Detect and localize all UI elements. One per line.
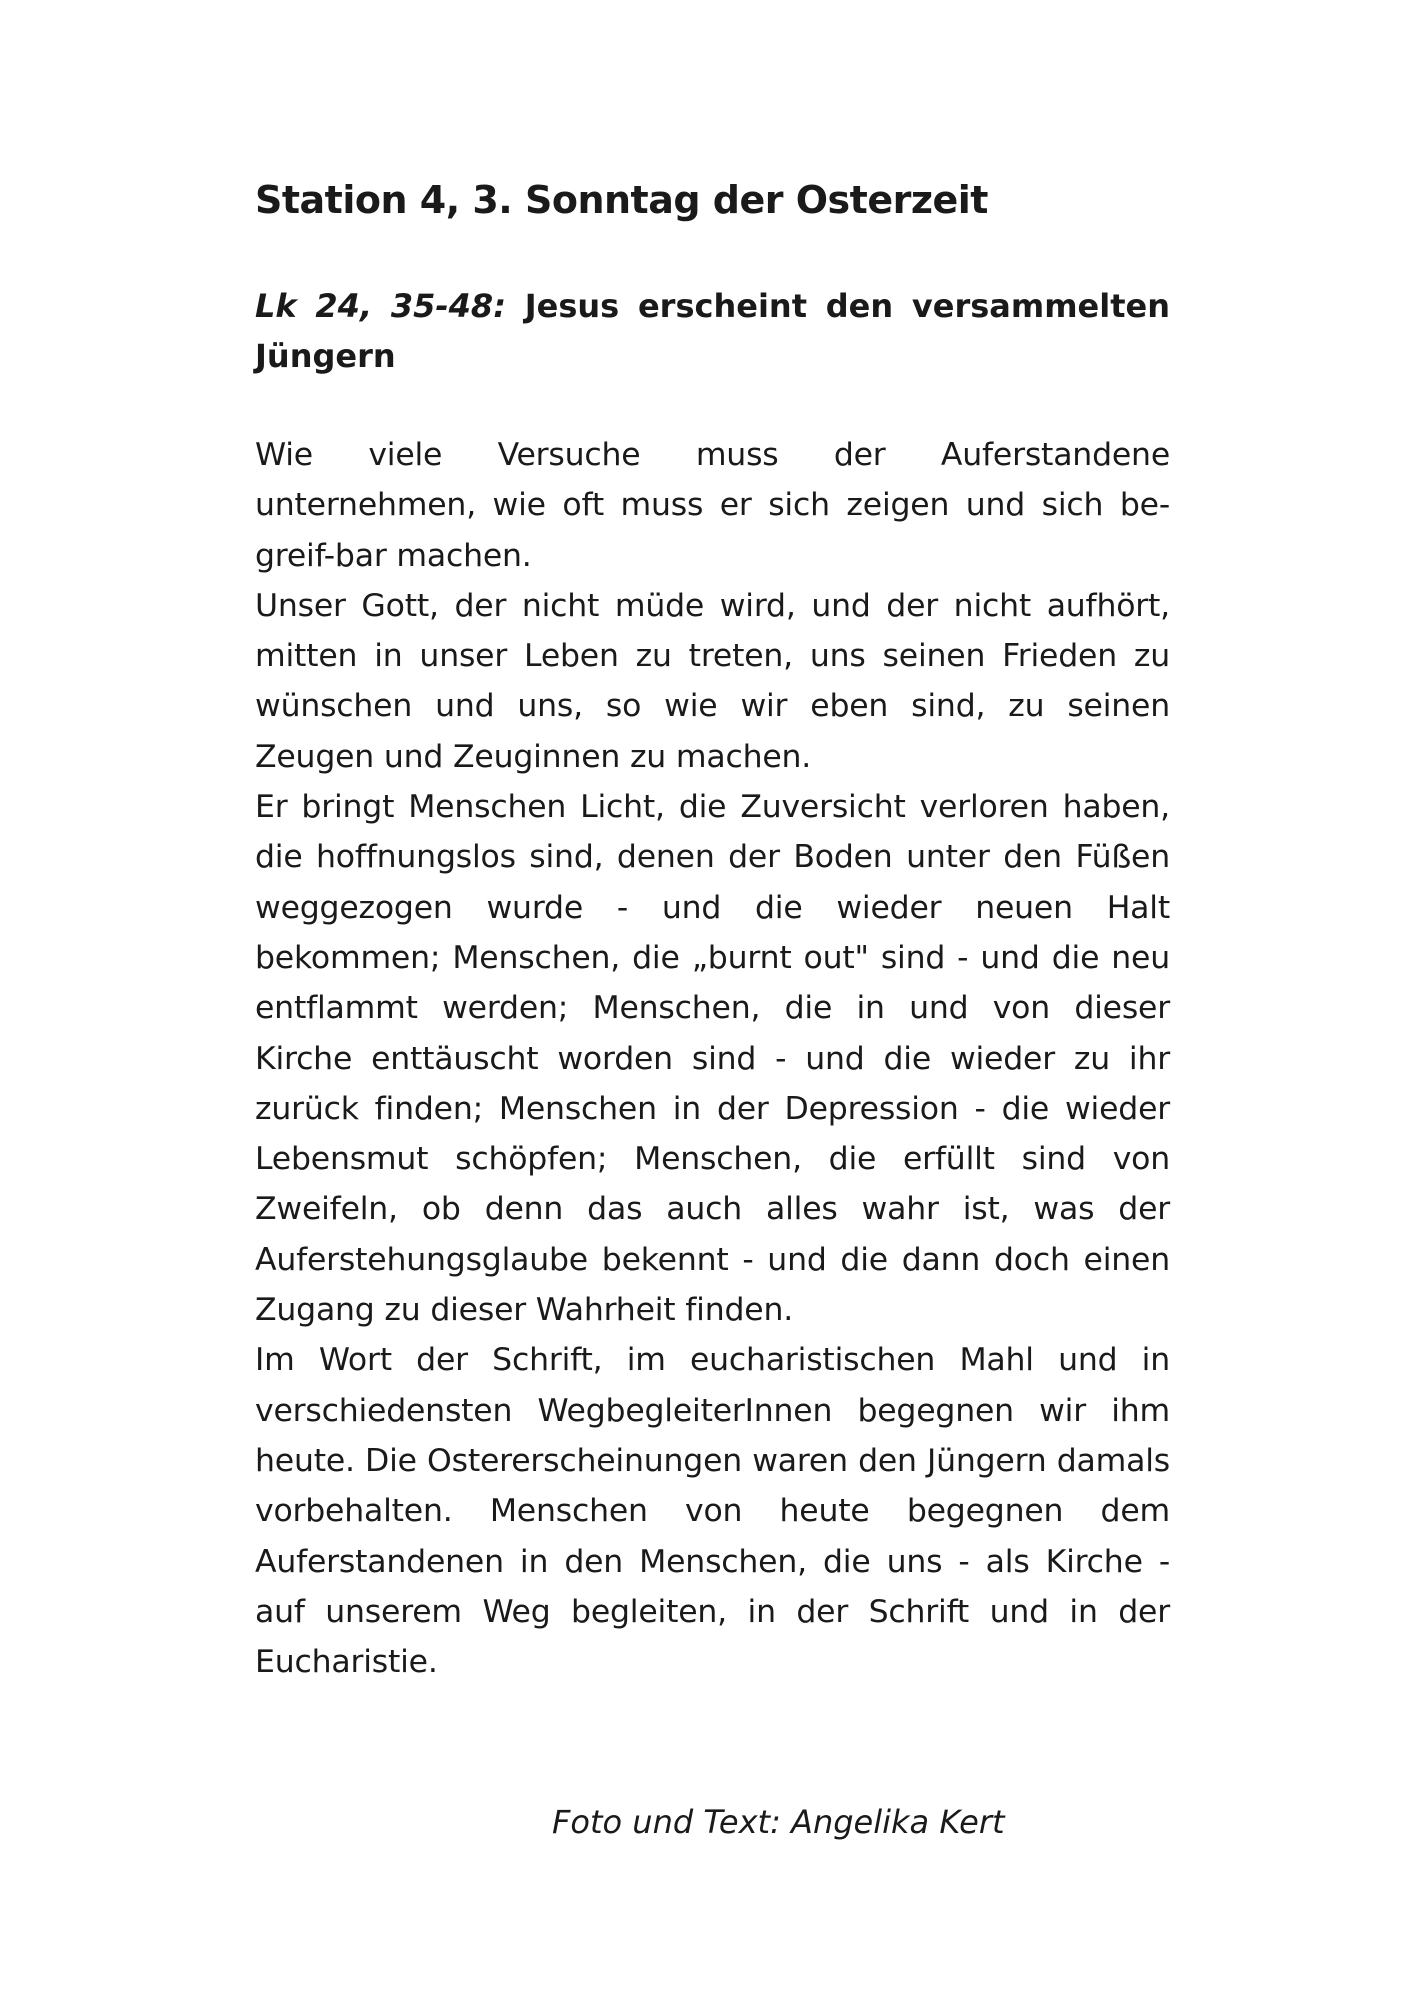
document-page	[255, 175, 1170, 1687]
paragraph: Er bringt Menschen Licht, die Zuversicht verloren haben, die hoffnungslos sind, denen der Boden unter den Füßen weggezogen wurde - und die wieder neuen Halt bekommen; Menschen, die „burnt out" sind - und die neu entflammt werden; Menschen, die in und von dieser Kirche enttäuscht worden sind - und die wieder zu ihr zurück finden; Menschen in der Depression - die wieder Lebensmut schöpfen; Menschen, die erfüllt sind von Zweifeln, ob denn das auch alles wahr ist, was der Auferstehungsglaube bekennt - und die dann doch einen Zugang zu dieser Wahrheit finden.	[255, 789, 1170, 1329]
paragraph: Im Wort der Schrift, im eucharistischen Mahl und in verschiedensten WegbegleiterInnen begegnen wir ihm heute. Die Ostererscheinungen waren den Jüngern damals vorbehalten. Menschen von heute begegnen dem Auferstandenen in den Menschen, die uns - als Kirche - auf unserem Weg begleiten, in der Schrift und in der Eucharistie.	[255, 1342, 1170, 1681]
body-text	[255, 430, 1170, 1687]
page-title: Station 4, 3. Sonntag der Osterzeit	[255, 178, 988, 222]
paragraph: Wie viele Versuche muss der Auferstandene unternehmen, wie oft muss er sich zeigen und sich be-greif-bar machen.	[255, 437, 1170, 574]
scripture-reference: Lk 24, 35-48:	[255, 287, 506, 325]
reading-heading	[255, 281, 1170, 381]
photo-text-credit: Foto und Text: Angelika Kert	[552, 1803, 1005, 1841]
paragraph: Unser Gott, der nicht müde wird, und der nicht aufhört, mitten in unser Leben zu treten, uns seinen Frieden zu wünschen und uns, so wie wir eben sind, zu seinen Zeugen und Zeuginnen zu machen.	[255, 587, 1170, 775]
reading-title: Jesus erscheint den versammelten Jüngern	[255, 287, 1171, 375]
